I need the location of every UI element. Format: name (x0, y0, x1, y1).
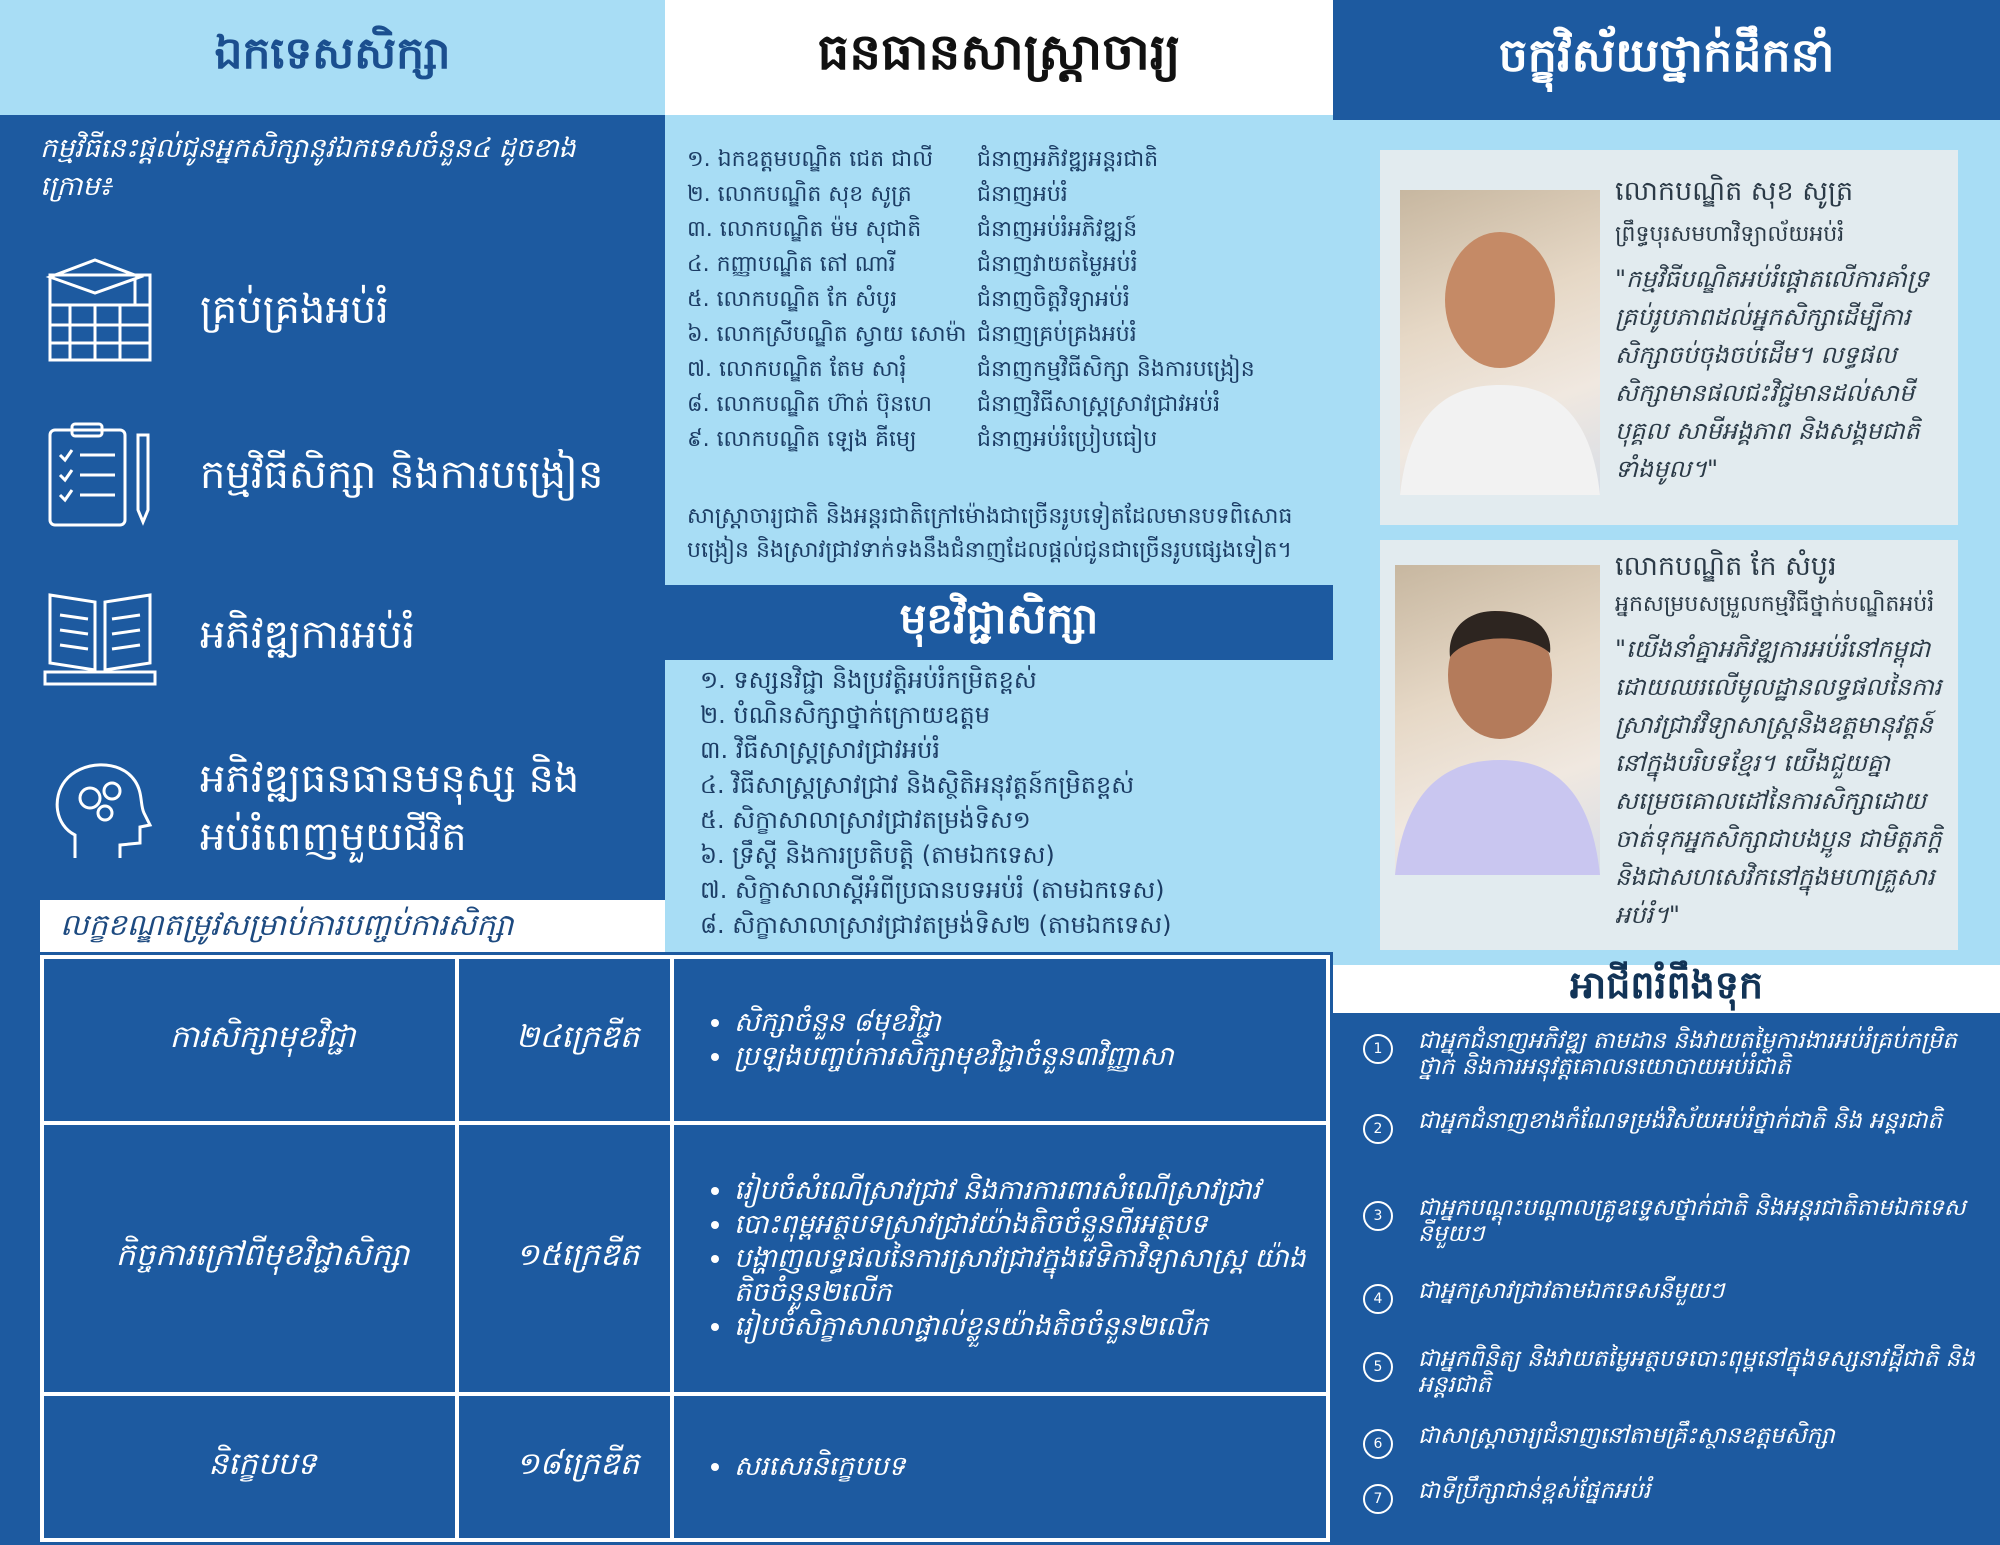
requirements-table (30, 952, 1332, 1542)
list-item: • រៀបចំសិក្ខាសាលាផ្ទាល់ខ្លួនយ៉ាងតិចចំនួន២លើក (734, 1310, 1326, 1344)
leadership-header (1333, 0, 2000, 120)
faculty-row (687, 355, 1255, 387)
faculty-row (687, 215, 1137, 247)
career-item (1363, 1028, 1993, 1080)
faculty-header (665, 0, 1333, 115)
courses-title: មុខវិជ្ជាសិក្សា (899, 593, 1099, 643)
list-item: • បង្ហាញលទ្ធផលនៃការស្រាវជ្រាវក្នុងវេទិកាវិទ្យាសាស្ត្រ យ៉ាងតិចចំនួន២លើក (734, 1242, 1326, 1310)
specialization-label: អភិវឌ្ឍការអប់រំ (200, 612, 416, 658)
requirements-title: លក្ខខណ្ឌតម្រូវសម្រាប់ការបញ្ចប់ការសិក្សា (40, 900, 665, 952)
courses-panel (665, 660, 1333, 952)
course-item: ៨. សិក្ខាសាលាស្រាវជ្រាវតម្រង់ទិស២ (តាមឯកទេស) (700, 911, 1172, 939)
table-cell-credits: ២៤ក្រេឌីត (455, 955, 700, 1125)
faculty-row (687, 145, 1158, 177)
leadership-title: ចក្ខុវិស័យថ្នាក់ដឹកនាំ (1498, 27, 1835, 82)
leader-card (1380, 540, 1958, 950)
careers-panel (1333, 1013, 2000, 1545)
career-text: ជាអ្នកស្រាវជ្រាវតាមឯកទេសនីមួយៗ (1418, 1278, 1725, 1304)
specialization-item (40, 255, 389, 365)
leader-name: លោកបណ្ឌិត កែ សំបូរ (1615, 551, 1837, 582)
course-item: ៤. វិធីសាស្ត្រស្រាវជ្រាវ និងស្ថិតិអនុវត្តន៍កម្រិតខ្ពស់ (700, 771, 1135, 799)
specialization-item (40, 750, 620, 866)
career-text: ជាអ្នកបណ្តុះបណ្តាលគ្រូឧទ្ទេសថ្នាក់ជាតិ និងអន្តរជាតិតាមឯកទេសនីមួយៗ (1418, 1195, 1966, 1247)
career-number: 6 (1363, 1429, 1393, 1459)
faculty-name: ៨. លោកបណ្ឌិត ហ៊ាត់ ប៊ុនហេ (687, 392, 932, 417)
faculty-name: ១. ឯកឧត្តមបណ្ឌិត ជេត ជាលី (687, 147, 934, 172)
leader-name: លោកបណ្ឌិត សុខ សូត្រ (1615, 176, 1854, 207)
courses-header (665, 585, 1333, 660)
career-text: ជាទីប្រឹក្សាជាន់ខ្ពស់ផ្នែកអប់រំ (1418, 1478, 1651, 1504)
faculty-name: ៦. លោកស្រីបណ្ឌិត ស្វាយ សោម៉ា (687, 322, 967, 347)
career-number: 3 (1363, 1201, 1393, 1231)
faculty-row (687, 250, 1138, 282)
table-cell-details (670, 1392, 1330, 1542)
career-number: 5 (1363, 1352, 1393, 1382)
specialization-label: គ្រប់គ្រងអប់រំ (200, 287, 389, 333)
careers-header (1333, 962, 2000, 1013)
list-item: • សិក្សាចំនួន ៨មុខវិជ្ជា (734, 1006, 1174, 1040)
table-cell-details (670, 1121, 1330, 1396)
career-text: ជាសាស្ត្រាចារ្យជំនាញនៅតាមគ្រឹះស្ថានឧត្តមសិក្សា (1418, 1423, 1835, 1449)
course-item: ១. ទស្សនវិជ្ជា និងប្រវត្តិអប់រំកម្រិតខ្ពស់ (700, 666, 1037, 694)
faculty-field: ជំនាញគ្រប់គ្រងអប់រំ (977, 322, 1137, 347)
faculty-title: ធនធានសាស្ត្រាចារ្យ (817, 22, 1181, 81)
course-item: ៥. សិក្ខាសាលាស្រាវជ្រាវតម្រង់ទិស១ (700, 806, 1031, 834)
career-text: ជាអ្នកជំនាញខាងកំណែទម្រង់វិស័យអប់រំថ្នាក់ជាតិ និង អន្តរជាតិ (1418, 1108, 1943, 1134)
specialization-item (40, 420, 603, 530)
specialization-label: កម្មវិធីសិក្សា និងការបង្រៀន (200, 452, 604, 498)
checklist-clipboard-icon (40, 420, 160, 530)
list-item: • ប្រឡងបញ្ចប់ការសិក្សាមុខវិជ្ជាចំនួន៣វិញ្ញាសា (734, 1040, 1174, 1074)
person-photo-icon (1400, 190, 1600, 495)
leader-quote: "យើងនាំគ្នាអភិវឌ្ឍការអប់រំនៅកម្ពុជាដោយឈរលើមូលដ្ឋានលទ្ធផលនៃការស្រាវជ្រាវវិទ្យាសាស្ត្រនិងឧត្តមានុវត្តន៍នៅក្នុងបរិបទខ្មែរ។ យើងជួយគ្នាសម្រេចគោលដៅនៃការសិក្សាដោយចាត់ទុកអ្នកសិក្សាជាបងប្អូន ជាមិត្តភក្តិ និងជាសហសេវិកនៅក្នុងមហាគ្រួសារអប់រំ។" (1615, 635, 1942, 929)
faculty-field: ជំនាញវិធីសាស្ត្រស្រាវជ្រាវអប់រំ (977, 392, 1221, 417)
leader-role: អ្នកសម្របសម្រួលកម្មវិធីថ្នាក់បណ្ឌិតអប់រំ (1615, 592, 1935, 617)
open-book-icon (40, 580, 160, 690)
table-cell-credits: ១៥ក្រេឌីត (455, 1121, 700, 1396)
faculty-row (687, 320, 1137, 352)
career-number: 7 (1363, 1484, 1393, 1514)
head-gears-icon (40, 753, 160, 863)
career-text: ជាអ្នកជំនាញអភិវឌ្ឍ តាមដាន និងវាយតម្លៃការងារអប់រំគ្រប់កម្រិតថ្នាក់ និងការអនុវត្តគោលនយោបាយអប់រំជាតិ (1418, 1028, 1957, 1080)
leader-photo (1395, 565, 1600, 875)
table-cell-details (670, 955, 1330, 1125)
faculty-note: សាស្ត្រាចារ្យជាតិ និងអន្តរជាតិក្រៅម៉ោងជាច្រើនរូបទៀតដែលមានបទពិសោធបង្រៀន និងស្រាវជ្រាវទាក់ទងនឹងជំនាញដែលផ្តល់ជូនជាច្រើនរូបផ្សេងទៀត។ (687, 504, 1293, 563)
course-item: ៣. វិធីសាស្ត្រស្រាវជ្រាវអប់រំ (700, 736, 941, 764)
leader-role: ព្រឹទ្ធបុរសមហាវិទ្យាល័យអប់រំ (1615, 222, 1845, 247)
career-number: 2 (1363, 1114, 1393, 1144)
faculty-name: ២. លោកបណ្ឌិត សុខ សូត្រ (687, 182, 912, 207)
faculty-name: ៧. លោកបណ្ឌិត តែម សារុំ (687, 357, 907, 382)
faculty-row (687, 425, 1157, 457)
specializations-header (0, 0, 665, 115)
faculty-field: ជំនាញវាយតម្លៃអប់រំ (977, 252, 1138, 277)
careers-title: អាជីពរំពឹងទុក (1570, 962, 1763, 1007)
person-photo-icon (1395, 565, 1600, 875)
leader-card (1380, 150, 1958, 525)
faculty-name: ៤. កញ្ញាបណ្ឌិត តៅ ណារី (687, 252, 896, 277)
list-item: • រៀបចំសំណើស្រាវជ្រាវ និងការការពារសំណើស្រាវជ្រាវ (734, 1174, 1326, 1208)
leader-quote: "កម្មវិធីបណ្ឌិតអប់រំផ្តោតលើការគាំទ្រគ្រប់រូបភាពដល់អ្នកសិក្សាដើម្បីការសិក្សាចប់ចុងចប់ដើម។ លទ្ធផលសិក្សាមានផលជះវិជ្ជមានដល់សាមីបុគ្គល សាមីអង្គភាព និងសង្គមជាតិទាំងមូល។" (1615, 265, 1930, 483)
leader-photo (1400, 190, 1600, 495)
table-cell-name: ការសិក្សាមុខវិជ្ជា (40, 955, 485, 1125)
faculty-field: ជំនាញអប់រំប្រៀបធៀប (977, 427, 1158, 452)
faculty-row (687, 180, 1068, 212)
faculty-field: ជំនាញចិត្តវិទ្យាអប់រំ (977, 287, 1130, 312)
specializations-intro: កម្មវិធីនេះផ្តល់ជូនអ្នកសិក្សានូវឯកទេសចំនួន៤ ដូចខាងក្រោម៖ (40, 133, 576, 202)
course-item: ៧. សិក្ខាសាលាស្តីអំពីប្រធានបទអប់រំ (តាមឯកទេស) (700, 876, 1165, 904)
graduation-library-icon (40, 255, 160, 365)
table-cell-credits: ១៨ក្រេឌីត (455, 1392, 700, 1542)
faculty-row (687, 285, 1130, 317)
faculty-name: ៩. លោកបណ្ឌិត ឡេង គីម្យេ (687, 427, 917, 452)
career-item (1363, 1423, 1993, 1459)
faculty-field: ជំនាញកម្មវិធីសិក្សា និងការបង្រៀន (977, 357, 1255, 382)
list-item: • សរសេរនិក្ខេបបទ (734, 1450, 905, 1484)
career-item (1363, 1278, 1993, 1314)
career-number: 1 (1363, 1034, 1393, 1064)
faculty-field: ជំនាញអប់រំ (977, 182, 1068, 207)
course-item: ២. បំណិនសិក្សាថ្នាក់ក្រោយឧត្តម (700, 701, 990, 729)
list-item: • បោះពុម្ពអត្ថបទស្រាវជ្រាវយ៉ាងតិចចំនួនពីរអត្ថបទ (734, 1208, 1326, 1242)
specializations-title: ឯកទេសសិក្សា (214, 27, 451, 79)
career-number: 4 (1363, 1284, 1393, 1314)
faculty-field: ជំនាញអភិវឌ្ឍអន្តរជាតិ (977, 147, 1159, 172)
career-item (1363, 1195, 1993, 1247)
faculty-name: ៣. លោកបណ្ឌិត ម៉ម សុជាតិ (687, 217, 922, 242)
faculty-field: ជំនាញអប់រំអភិវឌ្ឍន៍ (977, 217, 1138, 242)
career-item (1363, 1478, 1993, 1514)
faculty-row (687, 390, 1220, 422)
specialization-label: អភិវឌ្ឍធនធានមនុស្ស និង អប់រំពេញមួយជីវិត (200, 756, 580, 860)
faculty-name: ៥. លោកបណ្ឌិត កែ សំបូរ (687, 287, 898, 312)
career-text: ជាអ្នកពិនិត្យ និងវាយតម្លៃអត្ថបទបោះពុម្ពនៅក្នុងទស្សនាវដ្តីជាតិ និងអន្តរជាតិ (1418, 1346, 1975, 1398)
course-item: ៦. ទ្រឹស្តី និងការប្រតិបត្តិ (តាមឯកទេស) (700, 841, 1055, 869)
table-cell-name: និក្ខេបបទ (40, 1392, 485, 1542)
table-cell-name: កិច្ចការក្រៅពីមុខវិជ្ជាសិក្សា (40, 1121, 485, 1396)
career-item (1363, 1346, 1993, 1398)
specialization-item (40, 580, 415, 690)
career-item (1363, 1108, 1993, 1144)
